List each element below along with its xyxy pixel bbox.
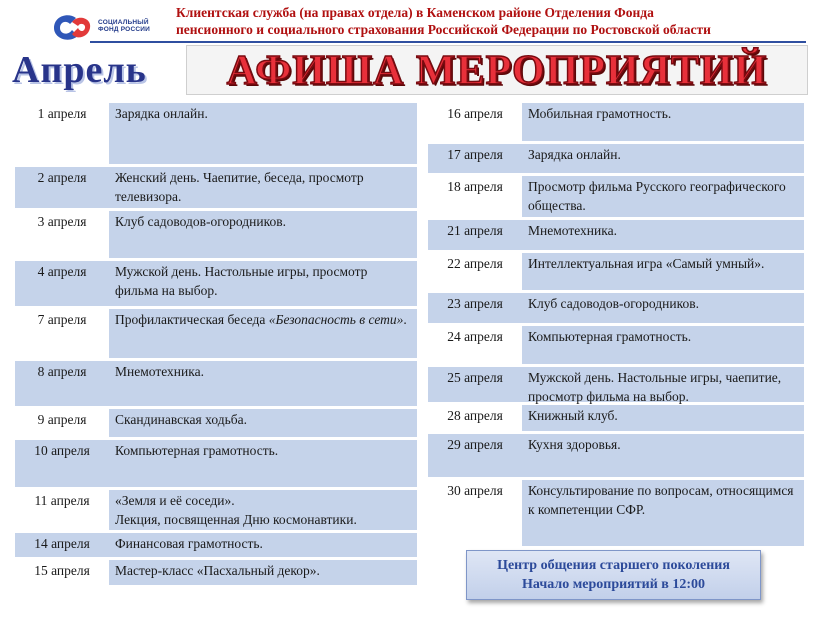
schedule-date: 7 апреля <box>15 309 109 358</box>
schedule-event: Мастер-класс «Пасхальный декор». <box>109 560 417 585</box>
schedule-date: 17 апреля <box>428 144 522 173</box>
schedule-event: Компьютерная грамотность. <box>522 326 804 364</box>
schedule-row <box>15 490 417 530</box>
schedule-row <box>15 361 417 406</box>
schedule-date: 10 апреля <box>15 440 109 487</box>
schedule-row <box>428 434 804 477</box>
schedule-event: Женский день. Чаепитие, беседа, просмотр телевизора. <box>109 167 417 208</box>
schedule-row <box>428 293 804 323</box>
event-line: «Земля и её соседи». <box>115 493 235 508</box>
event-italic-text: «Безопасность в сети» <box>268 312 404 327</box>
schedule-date: 21 апреля <box>428 220 522 250</box>
sfr-logo-icon <box>50 8 94 42</box>
schedule-row <box>15 211 417 258</box>
schedule-event: Кухня здоровья. <box>522 434 804 477</box>
schedule-row <box>15 560 417 585</box>
schedule-date: 30 апреля <box>428 480 522 546</box>
note-line-1: Центр общения старшего поколения <box>497 558 730 573</box>
schedule-row <box>15 533 417 557</box>
events-banner <box>186 45 808 95</box>
schedule-date: 15 апреля <box>15 560 109 585</box>
schedule-event: Мобильная грамотность. <box>522 103 804 141</box>
schedule-row <box>15 440 417 487</box>
schedule-date: 8 апреля <box>15 361 109 406</box>
header-line-2: пенсионного и социального страхования Российской Федерации по Ростовской области <box>176 22 711 37</box>
header-title <box>176 4 796 38</box>
schedule-row <box>428 480 804 546</box>
banner-title: АФИША МЕРОПРИЯТИЙ <box>226 48 768 94</box>
schedule-row <box>428 176 804 217</box>
schedule-row <box>15 409 417 437</box>
note-line-2: Начало мероприятий в 12:00 <box>522 577 705 592</box>
schedule-date: 2 апреля <box>15 167 109 208</box>
schedule-date: 23 апреля <box>428 293 522 323</box>
schedule-event: Мнемотехника. <box>109 361 417 406</box>
schedule-event: Финансовая грамотность. <box>109 533 417 557</box>
schedule-row <box>428 253 804 290</box>
schedule-row <box>15 167 417 208</box>
right-schedule-table <box>428 103 804 546</box>
schedule-event: Интеллектуальная игра «Самый умный». <box>522 253 804 290</box>
schedule-row <box>15 309 417 358</box>
schedule-event: Клуб садоводов-огородников. <box>109 211 417 258</box>
schedule-event: Клуб садоводов-огородников. <box>522 293 804 323</box>
schedule-event: Мужской день. Настольные игры, просмотр фильма на выбор. <box>109 261 417 306</box>
schedule-event: Скандинавская ходьба. <box>109 409 417 437</box>
schedule-event: Компьютерная грамотность. <box>109 440 417 487</box>
logo-caption: СОЦИАЛЬНЫЙ ФОНД РОССИИ <box>98 19 150 33</box>
schedule-date: 9 апреля <box>15 409 109 437</box>
schedule-date: 25 апреля <box>428 367 522 402</box>
schedule-date: 29 апреля <box>428 434 522 477</box>
schedule-row <box>428 220 804 250</box>
event-line: Лекция, посвященная Дню космонавтики. <box>115 512 357 527</box>
schedule-row <box>428 103 804 141</box>
schedule-event: Мнемотехника. <box>522 220 804 250</box>
schedule-event: Зарядка онлайн. <box>522 144 804 173</box>
schedule-event: Консультирование по вопросам, относящимся к компетенции СФР. <box>522 480 804 546</box>
schedule-date: 18 апреля <box>428 176 522 217</box>
header-line-1: Клиентская служба (на правах отдела) в Каменском районе Отделения Фонда <box>176 5 654 20</box>
schedule-row <box>428 144 804 173</box>
schedule-event: Просмотр фильма Русского географического общества. <box>522 176 804 217</box>
schedule-date: 11 апреля <box>15 490 109 530</box>
schedule-date: 28 апреля <box>428 405 522 431</box>
schedule-date: 24 апреля <box>428 326 522 364</box>
schedule-date: 16 апреля <box>428 103 522 141</box>
header-divider <box>90 41 806 43</box>
schedule-event: Мужской день. Настольные игры, чаепитие, просмотр фильма на выбор. <box>522 367 804 402</box>
sfr-logo <box>50 8 162 42</box>
schedule-row <box>428 405 804 431</box>
schedule-date: 22 апреля <box>428 253 522 290</box>
info-note <box>466 550 761 600</box>
month-label: Апрель <box>12 49 147 91</box>
schedule-row <box>428 326 804 364</box>
schedule-date: 4 апреля <box>15 261 109 306</box>
schedule-event <box>109 490 417 530</box>
event-suffix: . <box>403 312 407 327</box>
schedule-event: Книжный клуб. <box>522 405 804 431</box>
schedule-event: Зарядка онлайн. <box>109 103 417 164</box>
schedule-date: 14 апреля <box>15 533 109 557</box>
event-text: Профилактическая беседа <box>115 312 269 327</box>
left-schedule-table <box>15 103 417 585</box>
schedule-row <box>15 261 417 306</box>
schedule-event <box>109 309 417 358</box>
schedule-row <box>428 367 804 402</box>
schedule-date: 1 апреля <box>15 103 109 164</box>
schedule-date: 3 апреля <box>15 211 109 258</box>
schedule-row <box>15 103 417 164</box>
